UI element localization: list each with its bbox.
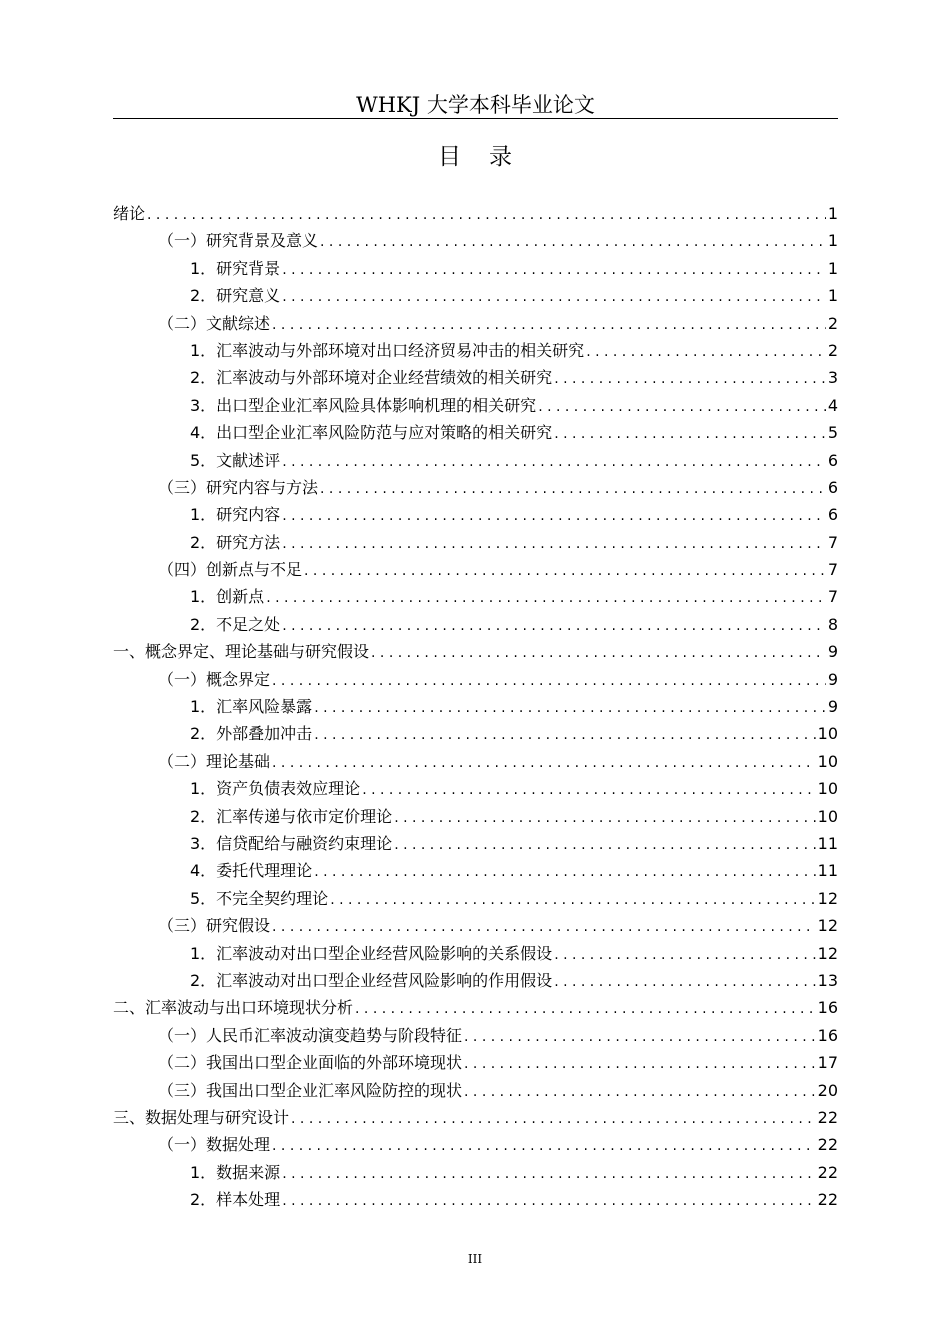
toc-entry-text: 2．研究意义: [190, 286, 281, 306]
toc-entry[interactable]: [113, 720, 838, 747]
toc-entry-text: 1．资产负债表效应理论: [190, 779, 361, 799]
toc-entry-page: 6: [827, 505, 838, 525]
toc-entry-text: 1．研究内容: [190, 505, 281, 525]
toc-entry-text: 三、数据处理与研究设计: [113, 1107, 290, 1127]
toc-dot-leader: [282, 503, 826, 530]
toc-entry-page: 20: [817, 1080, 838, 1100]
toc-entry-page: 22: [817, 1162, 838, 1182]
toc-entry[interactable]: [113, 967, 838, 994]
toc-entry-page: 12: [817, 943, 838, 963]
toc-entry[interactable]: [113, 693, 838, 720]
toc-entry[interactable]: [113, 885, 838, 912]
toc-entry-text: 1．汇率波动与外部环境对出口经济贸易冲击的相关研究: [190, 340, 585, 360]
toc-entry-text: 一、概念界定、理论基础与研究假设: [113, 642, 370, 662]
toc-entry-page: 9: [827, 669, 838, 689]
toc-entry[interactable]: [113, 501, 838, 528]
toc-entry-page: 11: [817, 861, 838, 881]
toc-entry[interactable]: [113, 830, 838, 857]
toc-dot-leader: [282, 1188, 815, 1215]
toc-entry[interactable]: [113, 200, 838, 227]
toc-entry-text: 2．外部叠加冲击: [190, 724, 313, 744]
toc-dot-leader: [330, 887, 815, 914]
toc-dot-leader: [272, 312, 826, 339]
toc-entry[interactable]: [113, 583, 838, 610]
toc-entry-text: 1．研究背景: [190, 258, 281, 278]
toc-dot-leader: [272, 1133, 816, 1160]
toc-entry[interactable]: [113, 282, 838, 309]
toc-entry[interactable]: [113, 940, 838, 967]
toc-entry-text: （一）数据处理: [158, 1135, 271, 1155]
toc-entry-text: 5．文献述评: [190, 450, 281, 470]
toc-entry[interactable]: [113, 611, 838, 638]
toc-entry[interactable]: [113, 255, 838, 282]
toc-entry-page: 6: [827, 450, 838, 470]
toc-entry-page: 1: [827, 231, 838, 251]
toc-entry-page: 1: [827, 258, 838, 278]
toc-entry-page: 7: [827, 560, 838, 580]
toc-entry[interactable]: [113, 994, 838, 1021]
toc-dot-leader: [538, 394, 826, 421]
toc-dot-leader: [554, 366, 826, 393]
toc-entry[interactable]: [113, 447, 838, 474]
toc-dot-leader: [282, 613, 826, 640]
toc-entry[interactable]: [113, 1186, 838, 1213]
toc-entry-text: （三）研究假设: [158, 916, 271, 936]
toc-entry-page: 22: [817, 1135, 838, 1155]
toc-entry-page: 9: [827, 642, 838, 662]
toc-entry[interactable]: [113, 529, 838, 556]
toc-entry[interactable]: [113, 556, 838, 583]
toc-entry-text: 2．样本处理: [190, 1190, 281, 1210]
toc-entry[interactable]: [113, 474, 838, 501]
toc-entry-page: 3: [827, 368, 838, 388]
toc-dot-leader: [272, 914, 816, 941]
toc-dot-leader: [282, 1161, 815, 1188]
toc-entry-text: （二）我国出口型企业面临的外部环境现状: [158, 1053, 463, 1073]
toc-entry-page: 8: [827, 614, 838, 634]
toc-entry-text: 2．汇率波动与外部环境对企业经营绩效的相关研究: [190, 368, 553, 388]
toc-entry-page: 1: [827, 286, 838, 306]
toc-dot-leader: [304, 558, 826, 585]
toc-entry-page: 10: [817, 751, 838, 771]
toc-entry-text: 4．出口型企业汇率风险防范与应对策略的相关研究: [190, 423, 553, 443]
toc-entry-text: （一）人民币汇率波动演变趋势与阶段特征: [158, 1025, 463, 1045]
toc-title: 目录: [438, 144, 540, 170]
toc-dot-leader: [464, 1024, 816, 1051]
toc-dot-leader: [394, 832, 815, 859]
toc-entry-text: （一）研究背景及意义: [158, 231, 319, 251]
toc-entry-page: 22: [817, 1107, 838, 1127]
toc-entry[interactable]: [113, 419, 838, 446]
toc-entry[interactable]: [113, 1077, 838, 1104]
toc-entry-text: （二）文献综述: [158, 313, 271, 333]
toc-entry-page: 7: [827, 587, 838, 607]
toc-entry-text: 1．汇率风险暴露: [190, 697, 313, 717]
toc-entry[interactable]: [113, 1159, 838, 1186]
table-of-contents: [113, 200, 838, 1213]
toc-dot-leader: [282, 284, 826, 311]
running-header: WHKJ 大学本科毕业论文: [356, 93, 595, 117]
toc-entry[interactable]: [113, 337, 838, 364]
toc-entry-text: 3．出口型企业汇率风险具体影响机理的相关研究: [190, 395, 537, 415]
toc-entry[interactable]: [113, 1049, 838, 1076]
toc-dot-leader: [314, 695, 826, 722]
toc-entry[interactable]: [113, 803, 838, 830]
toc-dot-leader: [282, 531, 826, 558]
toc-dot-leader: [320, 476, 826, 503]
toc-entry[interactable]: [113, 392, 838, 419]
toc-dot-leader: [314, 859, 815, 886]
toc-entry[interactable]: [113, 666, 838, 693]
toc-entry-page: 2: [827, 313, 838, 333]
toc-entry-page: 22: [817, 1190, 838, 1210]
toc-entry-page: 13: [817, 970, 838, 990]
toc-dot-leader: [355, 996, 816, 1023]
toc-entry-page: 11: [817, 833, 838, 853]
toc-entry-text: 2．汇率传递与依市定价理论: [190, 806, 393, 826]
toc-dot-leader: [394, 805, 815, 832]
toc-entry-page: 9: [827, 697, 838, 717]
page-number: III: [467, 1252, 483, 1266]
toc-dot-leader: [282, 257, 826, 284]
toc-entry-page: 4: [827, 395, 838, 415]
toc-entry-page: 17: [817, 1053, 838, 1073]
toc-entry-text: 2．汇率波动对出口型企业经营风险影响的作用假设: [190, 970, 553, 990]
toc-entry-page: 6: [827, 477, 838, 497]
toc-entry[interactable]: [113, 1022, 838, 1049]
toc-entry-text: 1．创新点: [190, 587, 265, 607]
toc-dot-leader: [266, 585, 826, 612]
toc-entry-text: 1．数据来源: [190, 1162, 281, 1182]
toc-dot-leader: [272, 750, 816, 777]
toc-entry-text: 5．不完全契约理论: [190, 888, 329, 908]
toc-entry-page: 5: [827, 423, 838, 443]
toc-entry-page: 16: [817, 998, 838, 1018]
toc-entry-text: （二）理论基础: [158, 751, 271, 771]
toc-entry-text: 4．委托代理理论: [190, 861, 313, 881]
toc-entry-page: 16: [817, 1025, 838, 1045]
toc-entry-page: 10: [817, 779, 838, 799]
toc-entry[interactable]: [113, 364, 838, 391]
toc-entry-text: （四）创新点与不足: [158, 560, 303, 580]
toc-dot-leader: [464, 1051, 816, 1078]
toc-entry-text: 3．信贷配给与融资约束理论: [190, 833, 393, 853]
toc-entry[interactable]: [113, 1104, 838, 1131]
toc-entry-page: 12: [817, 888, 838, 908]
toc-entry-text: 绪论: [113, 204, 146, 223]
toc-entry[interactable]: [113, 227, 838, 254]
toc-entry[interactable]: [113, 775, 838, 802]
toc-entry[interactable]: [113, 748, 838, 775]
toc-entry[interactable]: [113, 1131, 838, 1158]
toc-dot-leader: [554, 421, 826, 448]
toc-dot-leader: [586, 339, 826, 366]
toc-entry-text: 1．汇率波动对出口型企业经营风险影响的关系假设: [190, 943, 553, 963]
toc-entry-page: 10: [817, 806, 838, 826]
toc-entry-page: 2: [827, 340, 838, 360]
toc-dot-leader: [320, 229, 826, 256]
toc-entry-page: 10: [817, 724, 838, 744]
toc-entry-page: 1: [827, 204, 838, 223]
toc-dot-leader: [464, 1079, 816, 1106]
toc-dot-leader: [371, 640, 826, 667]
toc-entry-text: （一）概念界定: [158, 669, 271, 689]
toc-entry-text: （三）研究内容与方法: [158, 477, 319, 497]
toc-entry[interactable]: [113, 912, 838, 939]
toc-dot-leader: [314, 722, 815, 749]
toc-dot-leader: [282, 449, 826, 476]
toc-entry[interactable]: [113, 310, 838, 337]
toc-dot-leader: [147, 202, 826, 229]
toc-dot-leader: [554, 969, 815, 996]
header-rule: [113, 118, 838, 119]
toc-dot-leader: [272, 668, 826, 695]
toc-entry-page: 7: [827, 532, 838, 552]
toc-entry-text: （三）我国出口型企业汇率风险防控的现状: [158, 1080, 463, 1100]
toc-dot-leader: [362, 777, 815, 804]
toc-entry-page: 12: [817, 916, 838, 936]
toc-entry-text: 二、汇率波动与出口环境现状分析: [113, 998, 354, 1018]
toc-entry-text: 2．研究方法: [190, 532, 281, 552]
toc-entry-text: 2．不足之处: [190, 614, 281, 634]
toc-entry[interactable]: [113, 638, 838, 665]
toc-dot-leader: [291, 1106, 816, 1133]
toc-entry[interactable]: [113, 857, 838, 884]
toc-dot-leader: [554, 942, 815, 969]
